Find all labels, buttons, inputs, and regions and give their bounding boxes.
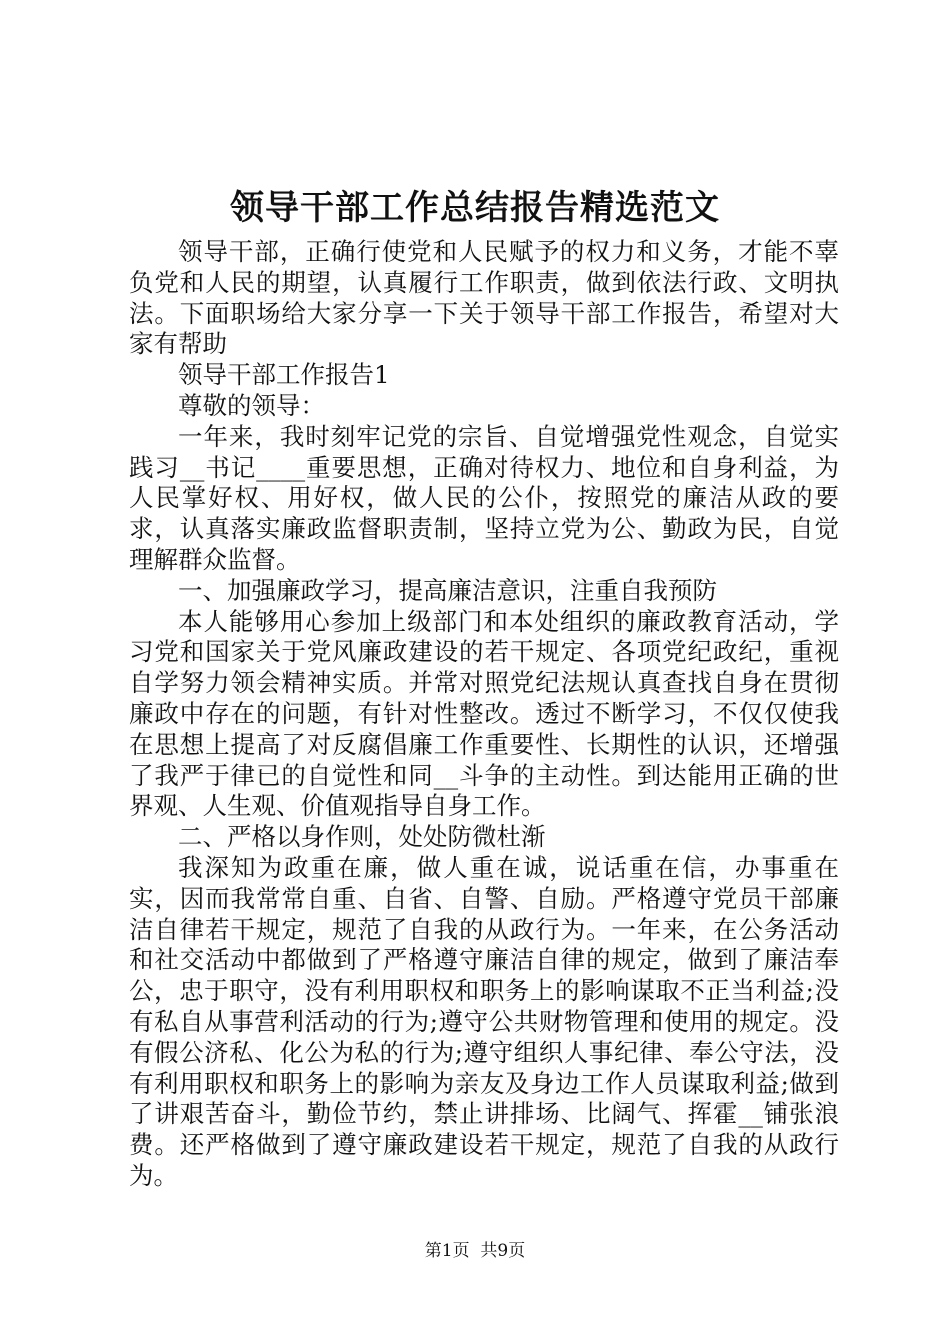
section-heading: 一、加强廉政学习，提高廉洁意识，注重自我预防 <box>178 575 717 605</box>
document-body <box>129 237 839 1192</box>
report-heading: 领导干部工作报告1 <box>178 360 390 390</box>
page-number: 第1页 <box>424 1241 470 1261</box>
section-heading: 二、严格以身作则，处处防微杜渐 <box>178 822 546 852</box>
page-total: 共9页 <box>480 1241 526 1261</box>
page-footer <box>0 1239 950 1263</box>
document-title: 领导干部工作总结报告精选范文 <box>230 188 720 228</box>
intro-paragraph: 领导干部，正确行使党和人民赋予的权力和义务，才能不辜负党和人民的期望，认真履行工作职责，做到依法行政、文明执法。下面职场给大家分享一下关于领导干部工作报告，希望对大家有帮助 <box>129 237 839 359</box>
salutation: 尊敬的领导： <box>178 390 325 420</box>
body-paragraph: 本人能够用心参加上级部门和本处组织的廉政教育活动，学习党和国家关于党风廉政建设的若干规定、各项党纪政纪，重视自学努力领会精神实质。并常对照党纪法规认真查找自身在贯彻廉政中存在的问题，有针对性整改。透过不断学习，不仅仅使我在思想上提高了对反腐倡廉工作重要性、长期性的认识，还增强了我严于律已的自觉性和同__斗争的主动性。到达能用正确的世界观、人生观、价值观指导自身工作。 <box>129 606 839 821</box>
body-paragraph: 一年来，我时刻牢记党的宗旨、自觉增强党性观念，自觉实践习__书记____重要思想，正确对待权力、地位和自身利益，为人民掌好权、用好权，做人民的公仆，按照党的廉洁从政的要求，认真落实廉政监督职责制，坚持立党为公、勤政为民，自觉理解群众监督。 <box>129 421 839 574</box>
body-paragraph: 我深知为政重在廉，做人重在诚，说话重在信，办事重在实，因而我常常自重、自省、自警、自励。严格遵守党员干部廉洁自律若干规定，规范了自我的从政行为。一年来，在公务活动和社交活动中都做到了严格遵守廉洁自律的规定，做到了廉洁奉公，忠于职守，没有利用职权和职务上的影响谋取不正当利益;没有私自从事营利活动的行为;遵守公共财物管理和使用的规定。没有假公济私、化公为私的行为;遵守组织人事纪律、奉公守法，没有利用职权和职务上的影响为亲友及身边工作人员谋取利益;做到了讲艰苦奋斗，勤俭节约，禁止讲排场、比阔气、挥霍__铺张浪费。还严格做到了遵守廉政建设若干规定，规范了自我的从政行为。 <box>129 852 839 1190</box>
